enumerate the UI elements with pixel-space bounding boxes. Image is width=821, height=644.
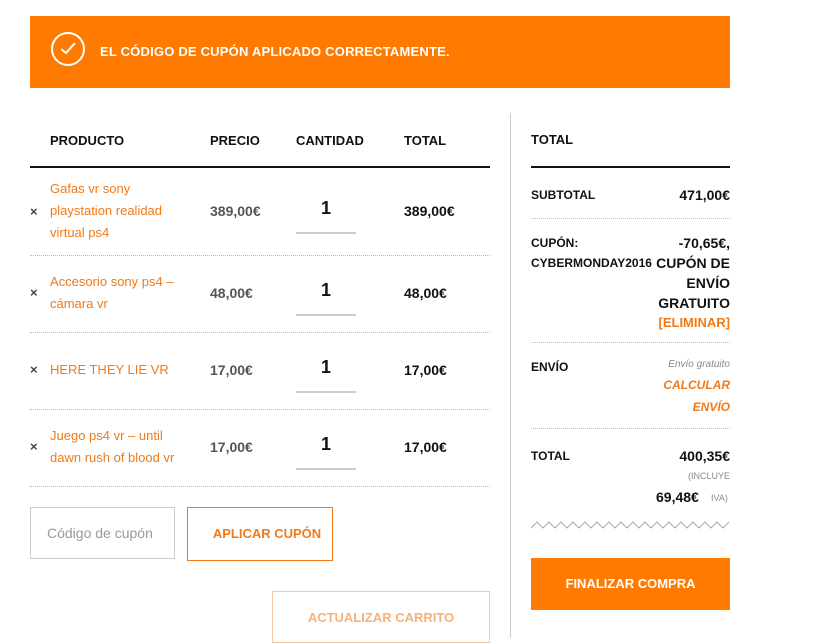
product-link[interactable]: Accesorio sony ps4 – cámara vr bbox=[50, 274, 174, 311]
zigzag-divider bbox=[531, 519, 730, 533]
calculate-shipping-link[interactable]: CALCULAR bbox=[663, 378, 730, 392]
table-row bbox=[30, 168, 490, 256]
update-cart-button[interactable]: ACTUALIZAR CARRITO bbox=[272, 591, 490, 643]
item-total: 17,00€ bbox=[404, 362, 447, 378]
item-price: 17,00€ bbox=[210, 439, 253, 455]
table-row bbox=[30, 333, 490, 410]
check-circle-icon bbox=[51, 32, 85, 66]
shipping-note: Envío gratuito bbox=[668, 359, 730, 370]
item-total: 389,00€ bbox=[404, 203, 455, 219]
table-row bbox=[30, 410, 490, 487]
totals-divider bbox=[531, 218, 730, 219]
quantity-underline bbox=[296, 232, 356, 234]
quantity-input[interactable]: 1 bbox=[320, 357, 331, 377]
header-quantity: CANTIDAD bbox=[296, 133, 364, 148]
calculate-shipping-link[interactable]: ENVÍO bbox=[692, 400, 730, 414]
item-price: 389,00€ bbox=[210, 203, 261, 219]
coupon-code: CYBERMONDAY2016 bbox=[531, 256, 652, 270]
coupon-label: CUPÓN: bbox=[531, 236, 579, 250]
shipping-label: ENVÍO bbox=[531, 360, 569, 374]
quantity-underline bbox=[296, 468, 356, 470]
item-total: 48,00€ bbox=[404, 285, 447, 301]
item-price: 48,00€ bbox=[210, 285, 253, 301]
quantity-underline bbox=[296, 314, 356, 316]
header-product: PRODUCTO bbox=[50, 133, 125, 148]
total-label: TOTAL bbox=[531, 449, 570, 463]
header-price: PRECIO bbox=[210, 133, 260, 148]
header-total: TOTAL bbox=[404, 133, 447, 148]
item-price: 17,00€ bbox=[210, 362, 253, 378]
remove-item-icon[interactable]: × bbox=[30, 439, 38, 454]
remove-item-icon[interactable]: × bbox=[30, 204, 38, 219]
totals-header-divider bbox=[531, 166, 730, 168]
coupon-code-input[interactable]: Código de cupón bbox=[30, 507, 175, 559]
remove-coupon-link[interactable]: [ELIMINAR] bbox=[658, 315, 730, 330]
product-link[interactable]: Gafas vr sony playstation realidad virtual ps4 bbox=[50, 181, 163, 240]
apply-coupon-button[interactable]: APLICAR CUPÓN bbox=[187, 507, 333, 561]
coupon-type: CUPÓN DE bbox=[656, 255, 730, 271]
row-divider bbox=[30, 486, 490, 487]
checkout-button[interactable]: FINALIZAR COMPRA bbox=[531, 558, 730, 610]
tax-includes-label: (INCLUYE bbox=[687, 471, 730, 481]
tax-value: 69,48€ bbox=[656, 489, 699, 505]
subtotal-value: 471,00€ bbox=[679, 187, 730, 203]
totals-divider bbox=[531, 342, 730, 343]
totals-title: TOTAL bbox=[531, 132, 574, 147]
product-link[interactable]: Juego ps4 vr – until dawn rush of blood vr bbox=[50, 428, 175, 465]
quantity-input[interactable]: 1 bbox=[320, 434, 331, 454]
totals-divider bbox=[531, 428, 730, 429]
remove-item-icon[interactable]: × bbox=[30, 362, 38, 377]
quantity-underline bbox=[296, 391, 356, 393]
coupon-type: ENVÍO bbox=[686, 275, 730, 291]
product-link[interactable]: HERE THEY LIE VR bbox=[50, 362, 169, 377]
subtotal-label: SUBTOTAL bbox=[531, 188, 596, 202]
success-notice bbox=[30, 16, 730, 88]
quantity-input[interactable]: 1 bbox=[320, 198, 331, 218]
tax-label: IVA) bbox=[711, 493, 728, 503]
notice-message: EL CÓDIGO DE CUPÓN APLICADO CORRECTAMENTE. bbox=[100, 44, 450, 59]
total-value: 400,35€ bbox=[679, 448, 730, 464]
coupon-discount: -70,65€, bbox=[678, 235, 730, 251]
quantity-input[interactable]: 1 bbox=[320, 280, 331, 300]
coupon-type: GRATUITO bbox=[658, 295, 730, 311]
column-divider bbox=[510, 113, 511, 638]
table-row bbox=[30, 256, 490, 333]
remove-item-icon[interactable]: × bbox=[30, 285, 38, 300]
item-total: 17,00€ bbox=[404, 439, 447, 455]
